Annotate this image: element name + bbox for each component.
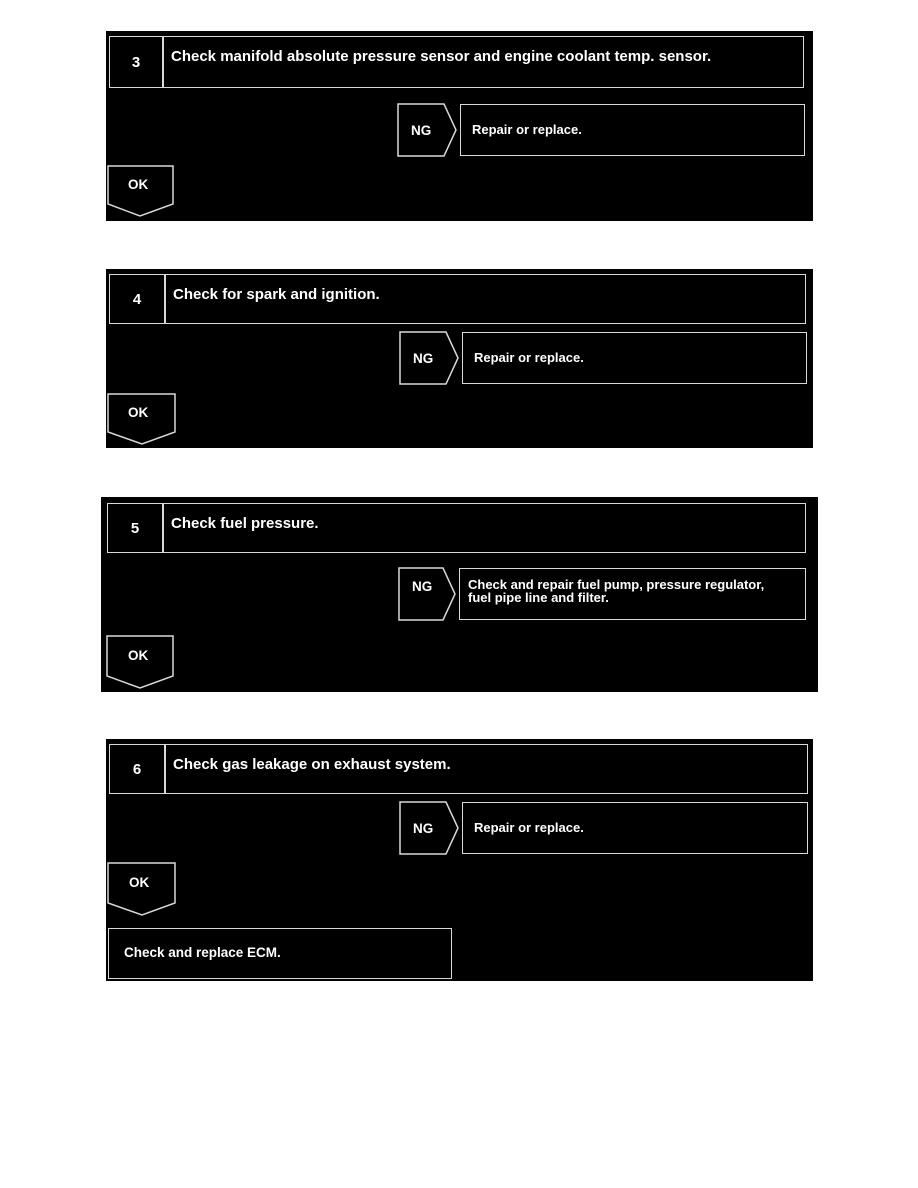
step-6-title: Check gas leakage on exhaust system. — [165, 744, 808, 794]
step-6-panel — [106, 739, 813, 981]
final-action-box: Check and replace ECM. — [108, 928, 452, 979]
step-3-ng-action: Repair or replace. — [460, 104, 805, 156]
step-5-number: 5 — [107, 503, 163, 553]
step-4-ng-indicator: NG — [400, 332, 462, 384]
step-3-number: 3 — [109, 36, 163, 88]
step-6-ng-action: Repair or replace. — [462, 802, 808, 854]
step-4-ok-indicator: OK — [108, 394, 176, 446]
step-6-ng-indicator: NG — [400, 802, 462, 854]
ng-arrow-icon — [399, 568, 459, 620]
step-6-ok-indicator: OK — [108, 863, 176, 917]
step-3-ng-indicator: NG — [398, 104, 460, 156]
step-5-ng-action: Check and repair fuel pump, pressure regulator, fuel pipe line and filter. — [459, 568, 806, 620]
step-6-number: 6 — [109, 744, 165, 794]
ok-arrow-icon — [107, 636, 175, 690]
step-3-panel — [106, 31, 813, 221]
step-5-ng-indicator: NG — [399, 568, 459, 620]
ok-arrow-icon — [108, 394, 176, 446]
step-4-title: Check for spark and ignition. — [165, 274, 806, 324]
step-3-title: Check manifold absolute pressure sensor and engine coolant temp. sensor. — [163, 36, 804, 88]
ok-arrow-icon — [108, 166, 174, 218]
step-5-ok-indicator: OK — [107, 636, 175, 690]
ok-arrow-icon — [108, 863, 176, 917]
step-4-number: 4 — [109, 274, 165, 324]
step-3-ok-indicator: OK — [108, 166, 174, 218]
step-5-title: Check fuel pressure. — [163, 503, 806, 553]
step-4-panel — [106, 269, 813, 448]
step-5-panel — [101, 497, 818, 692]
step-4-ng-action: Repair or replace. — [462, 332, 807, 384]
